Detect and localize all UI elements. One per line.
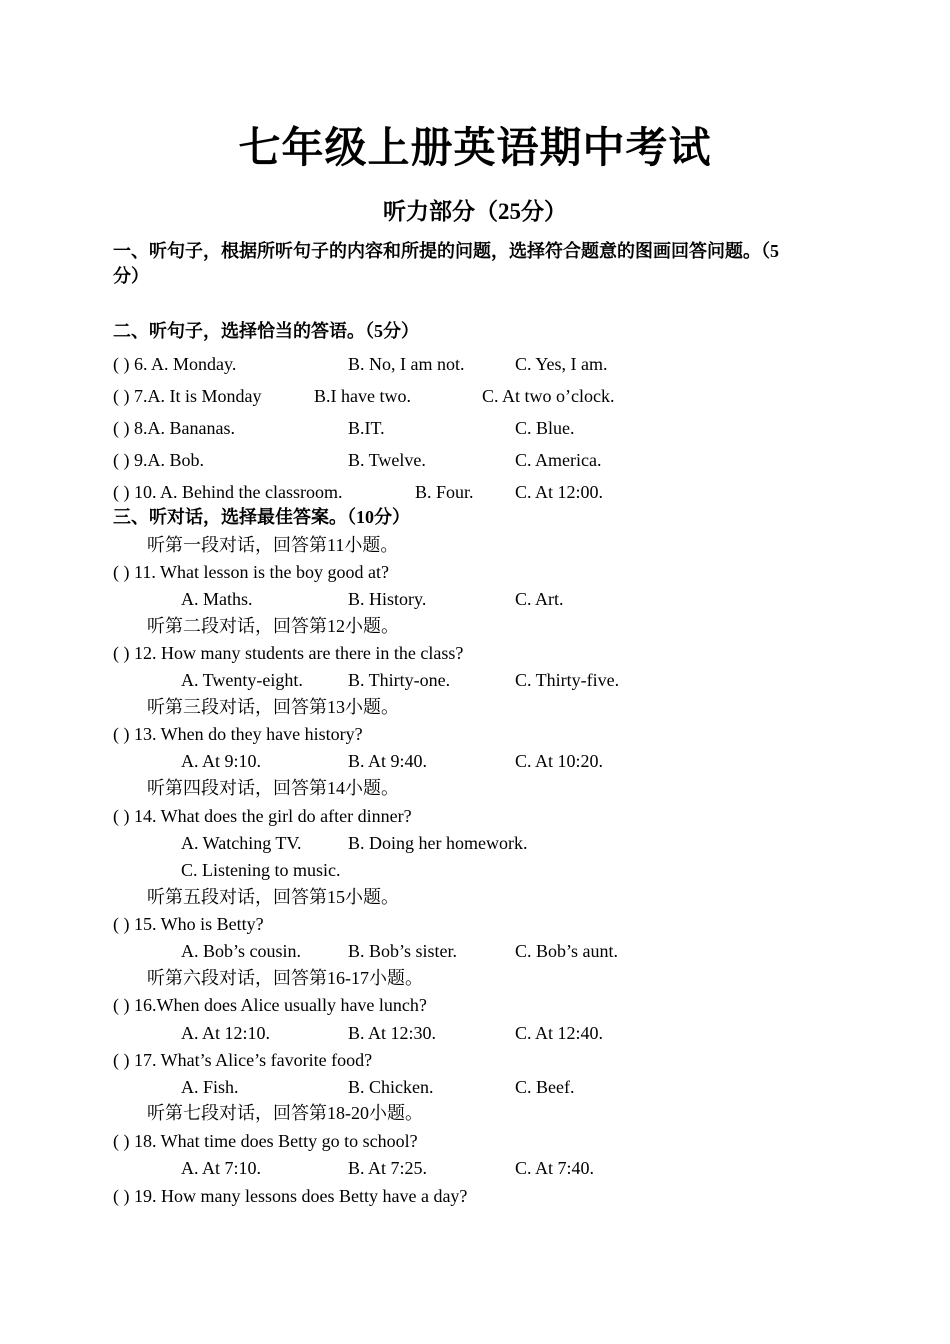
q8-option-b: B.IT. xyxy=(348,418,385,438)
q19-stem: ( ) 19. How many lessons does Betty have a day? xyxy=(113,1186,468,1206)
q14-stem: ( ) 14. What does the girl do after dinner? xyxy=(113,806,412,826)
q6-option-b: B. No, I am not. xyxy=(348,354,465,374)
q18-option-b: B. At 7:25. xyxy=(348,1158,428,1178)
dialogue5-intro: 听第五段对话，回答第15小题。 xyxy=(147,887,399,907)
q11-option-c: C. Art. xyxy=(515,589,564,609)
part1-heading-line1: 一、听句子，根据所听句子的内容和所提的问题，选择符合题意的图画回答问题。（5 xyxy=(113,241,779,261)
q6-stem-option-a: ( ) 6. A. Monday. xyxy=(113,354,237,374)
q11-stem: ( ) 11. What lesson is the boy good at? xyxy=(113,562,389,582)
q7-option-b: B.I have two. xyxy=(314,386,411,406)
q13-option-c: C. At 10:20. xyxy=(515,751,604,771)
q17-option-a: A. Fish. xyxy=(181,1077,239,1097)
q7-option-c: C. At two o’clock. xyxy=(482,386,615,406)
q7-stem-option-a: ( ) 7.A. It is Monday xyxy=(113,386,262,406)
q18-option-c: C. At 7:40. xyxy=(515,1158,595,1178)
q9-option-b: B. Twelve. xyxy=(348,450,426,470)
q12-option-a: A. Twenty-eight. xyxy=(181,670,303,690)
q10-stem-option-a: ( ) 10. A. Behind the classroom. xyxy=(113,482,343,502)
q10-option-b: B. Four. xyxy=(415,482,474,502)
q17-option-c: C. Beef. xyxy=(515,1077,575,1097)
q15-stem: ( ) 15. Who is Betty? xyxy=(113,914,264,934)
q15-option-a: A. Bob’s cousin. xyxy=(181,941,302,961)
dialogue6-intro: 听第六段对话，回答第16-17小题。 xyxy=(147,968,423,988)
q14-option-c: C. Listening to music. xyxy=(181,860,341,880)
q11-option-b: B. History. xyxy=(348,589,427,609)
q16-option-b: B. At 12:30. xyxy=(348,1023,437,1043)
exam-title: 七年级上册英语期中考试 xyxy=(238,126,712,172)
q8-option-c: C. Blue. xyxy=(515,418,575,438)
dialogue7-intro: 听第七段对话，回答第18-20小题。 xyxy=(147,1103,423,1123)
q8-stem-option-a: ( ) 8.A. Bananas. xyxy=(113,418,235,438)
q11-option-a: A. Maths. xyxy=(181,589,253,609)
q16-option-a: A. At 12:10. xyxy=(181,1023,271,1043)
q12-option-c: C. Thirty-five. xyxy=(515,670,620,690)
q9-stem-option-a: ( ) 9.A. Bob. xyxy=(113,450,204,470)
part2-heading: 二、听句子，选择恰当的答语。（5分） xyxy=(113,321,419,341)
q15-option-c: C. Bob’s aunt. xyxy=(515,941,619,961)
q9-option-c: C. America. xyxy=(515,450,602,470)
part3-heading: 三、听对话，选择最佳答案。（10分） xyxy=(113,507,410,527)
q13-option-a: A. At 9:10. xyxy=(181,751,262,771)
q14-option-a: A. Watching TV. xyxy=(181,833,302,853)
q17-option-b: B. Chicken. xyxy=(348,1077,434,1097)
q16-stem: ( ) 16.When does Alice usually have lunch? xyxy=(113,995,427,1015)
q14-option-b: B. Doing her homework. xyxy=(348,833,528,853)
q6-option-c: C. Yes, I am. xyxy=(515,354,608,374)
dialogue2-intro: 听第二段对话，回答第12小题。 xyxy=(147,616,399,636)
q16-option-c: C. At 12:40. xyxy=(515,1023,604,1043)
part1-heading-line2: 分） xyxy=(113,266,149,286)
q18-option-a: A. At 7:10. xyxy=(181,1158,262,1178)
q13-stem: ( ) 13. When do they have history? xyxy=(113,724,363,744)
listening-section-title: 听力部分（25分） xyxy=(383,199,567,224)
dialogue1-intro: 听第一段对话，回答第11小题。 xyxy=(147,535,399,555)
q17-stem: ( ) 17. What’s Alice’s favorite food? xyxy=(113,1050,373,1070)
dialogue4-intro: 听第四段对话，回答第14小题。 xyxy=(147,778,399,798)
q12-stem: ( ) 12. How many students are there in the class? xyxy=(113,643,464,663)
dialogue3-intro: 听第三段对话，回答第13小题。 xyxy=(147,697,399,717)
q18-stem: ( ) 18. What time does Betty go to school? xyxy=(113,1131,418,1151)
q10-option-c: C. At 12:00. xyxy=(515,482,604,502)
q15-option-b: B. Bob’s sister. xyxy=(348,941,458,961)
q13-option-b: B. At 9:40. xyxy=(348,751,428,771)
q12-option-b: B. Thirty-one. xyxy=(348,670,451,690)
